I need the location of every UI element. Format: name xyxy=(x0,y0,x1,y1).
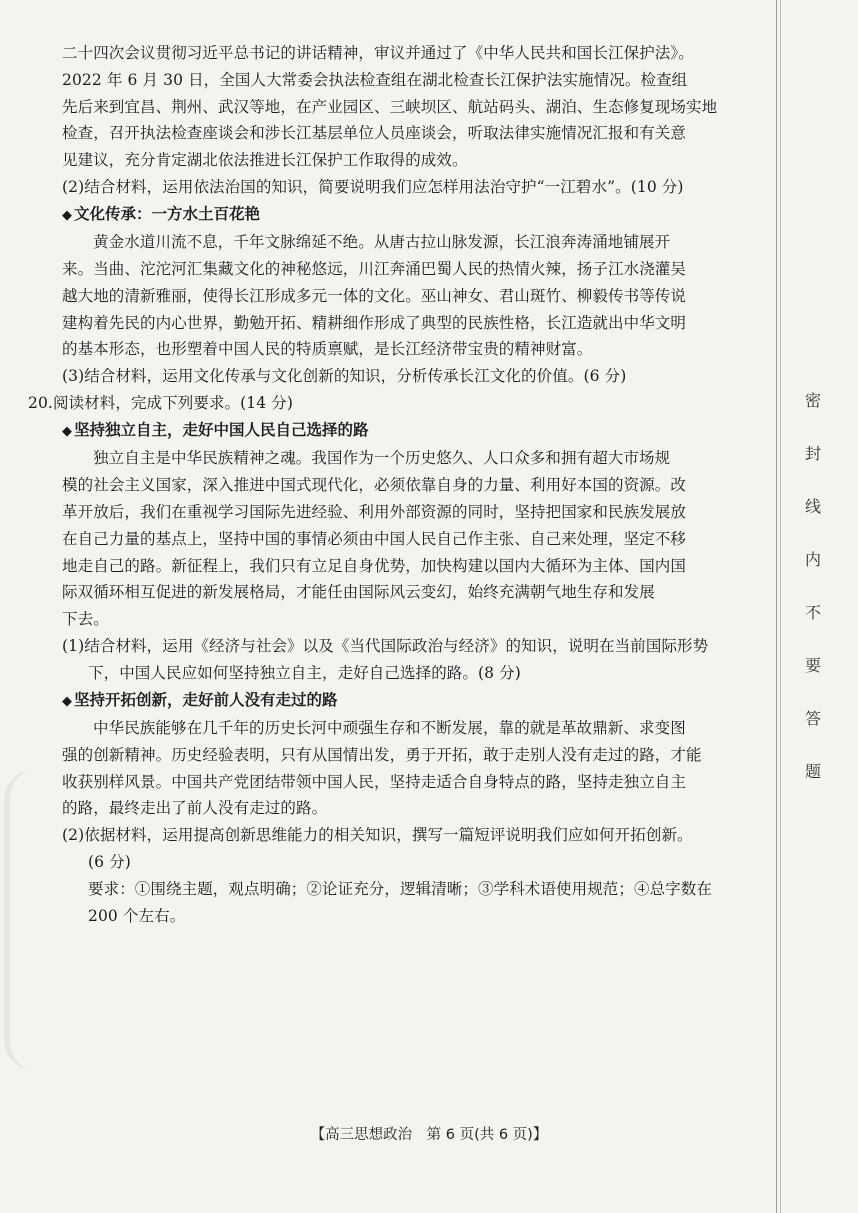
question-2-law: (2)结合材料，运用依法治国的知识，简要说明我们应怎样用法治守护“一江碧水”。(10 分) xyxy=(62,177,684,196)
question-20-2-cont: (6 分) xyxy=(88,853,131,872)
text-line: 检查，召开执法检查座谈会和涉长江基层单位人员座谈会，听取法律实施情况汇报和有关意 xyxy=(62,124,687,143)
text-line: 见建议，充分肯定湖北依法推进长江保护工作取得的成效。 xyxy=(62,151,468,170)
seal-line xyxy=(780,0,781,1213)
culture-paragraph xyxy=(62,229,762,256)
heading-text: 坚持开拓创新，走好前人没有走过的路 xyxy=(74,690,338,709)
seal-line xyxy=(776,0,777,1213)
requirements-line: 要求：①围绕主题，观点明确；②论证充分，逻辑清晰；③学科术语使用规范；④总字数在 xyxy=(88,879,713,898)
question-20-2: (2)依据材料，运用提高创新思维能力的相关知识，撰写一篇短评说明我们应如何开拓创新。 xyxy=(62,826,693,845)
text-line: 的路，最终走出了前人没有走过的路。 xyxy=(62,799,328,818)
seal-char: 要 xyxy=(804,656,821,675)
question-20-1-cont: 下，中国人民应如何坚持独立自主，走好自己选择的路。(8 分) xyxy=(88,663,521,682)
section-heading-culture xyxy=(62,201,762,230)
seal-strip xyxy=(770,0,858,1213)
question-3-culture: (3)结合材料，运用文化传承与文化创新的知识，分析传承长江文化的价值。(6 分) xyxy=(62,367,627,386)
intro-paragraph xyxy=(62,40,762,174)
section-heading-independence xyxy=(62,417,762,446)
text-line: 中华民族能够在几千年的历史长河中顽强生存和不断发展，靠的就是革故鼎新、求变图 xyxy=(93,719,686,738)
text-line: 越大地的清新雅丽，使得长江形成多元一体的文化。巫山神女、君山斑竹、柳毅传书等传说 xyxy=(62,286,687,305)
innovation-first-line xyxy=(62,715,762,742)
text-line: 的基本形态，也形塑着中国人民的特质禀赋，是长江经济带宝贵的精神财富。 xyxy=(62,340,593,359)
independence-first-line xyxy=(62,445,762,472)
text-line: 建构着先民的内心世界，勤勉开拓、精耕细作形成了典型的民族性格，长江造就出中华文明 xyxy=(62,313,687,332)
seal-char: 不 xyxy=(804,603,821,622)
question-20-prompt xyxy=(28,390,762,417)
seal-char: 答 xyxy=(804,709,821,728)
text-line: 地走自己的路。新征程上，我们只有立足自身优势，加快构建以国内大循环为主体、国内国 xyxy=(62,556,687,575)
seal-char: 封 xyxy=(804,444,821,463)
diamond-icon: ◆ xyxy=(62,423,72,439)
scan-smudge xyxy=(4,770,70,1070)
seal-char: 密 xyxy=(804,391,821,410)
seal-char: 题 xyxy=(804,762,821,781)
section-heading-innovation xyxy=(62,687,762,716)
text-line: 收获别样风景。中国共产党团结带领中国人民，坚持走适合自身特点的路，坚持走独立自主 xyxy=(62,772,687,791)
text-line: 强的创新精神。历史经验表明，只有从国情出发，勇于开拓，敢于走别人没有走过的路，才能 xyxy=(62,745,702,764)
seal-char: 线 xyxy=(804,497,821,516)
diamond-icon: ◆ xyxy=(62,207,72,223)
seal-char: 内 xyxy=(804,550,821,569)
diamond-icon: ◆ xyxy=(62,693,72,709)
text-line: 黄金水道川流不息，千年文脉绵延不绝。从唐古拉山脉发源，长江浪奔涛涌地铺展开 xyxy=(93,233,671,252)
seal-text xyxy=(798,390,828,814)
text-line: 2022 年 6 月 30 日，全国人大常委会执法检查组在湖北检查长江保护法实施情况。检查组 xyxy=(62,70,688,89)
page-footer: 【高三思想政治 第 6 页(共 6 页)】 xyxy=(310,1127,548,1143)
text-line: 际双循环相互促进的新发展格局，才能任由国际风云变幻，始终充满朝气地生存和发展 xyxy=(62,583,655,602)
text-line: 二十四次会议贯彻习近平总书记的讲话精神，审议并通过了《中华人民共和国长江保护法》。 xyxy=(62,44,694,62)
text-line: 下去。 xyxy=(62,610,109,629)
text-line: 独立自主是中华民族精神之魂。我国作为一个历史悠久、人口众多和拥有超大市场规 xyxy=(93,449,671,468)
text-line: 来。当曲、沱沱河汇集藏文化的神秘悠远，川江奔涌巴蜀人民的热情火辣，扬子江水浇灌吴 xyxy=(62,260,687,279)
text-line: 革开放后，我们在重视学习国际先进经验、利用外部资源的同时，坚持把国家和民族发展放 xyxy=(62,502,687,521)
heading-text: 坚持独立自主，走好中国人民自己选择的路 xyxy=(74,420,369,439)
text-line: 模的社会主义国家，深入推进中国式现代化，必须依靠自身的力量、利用好本国的资源。改 xyxy=(62,476,687,495)
text-line: 先后来到宜昌、荆州、武汉等地，在产业园区、三峡坝区、航站码头、湖泊、生态修复现场实地 xyxy=(62,97,718,116)
requirements-line: 200 个左右。 xyxy=(88,906,186,925)
question-text: 阅读材料，完成下列要求。(14 分) xyxy=(52,394,293,413)
question-20-1: (1)结合材料，运用《经济与社会》以及《当代国际政治与经济》的知识，说明在当前国际形势 xyxy=(62,636,709,655)
heading-text: 文化传承：一方水土百花艳 xyxy=(74,204,261,223)
text-line: 在自己力量的基点上，坚持中国的事情必须由中国人民自己作主张、自己来处理，坚定不移 xyxy=(62,529,687,548)
page-content xyxy=(28,40,762,929)
question-number: 20. xyxy=(28,394,53,413)
